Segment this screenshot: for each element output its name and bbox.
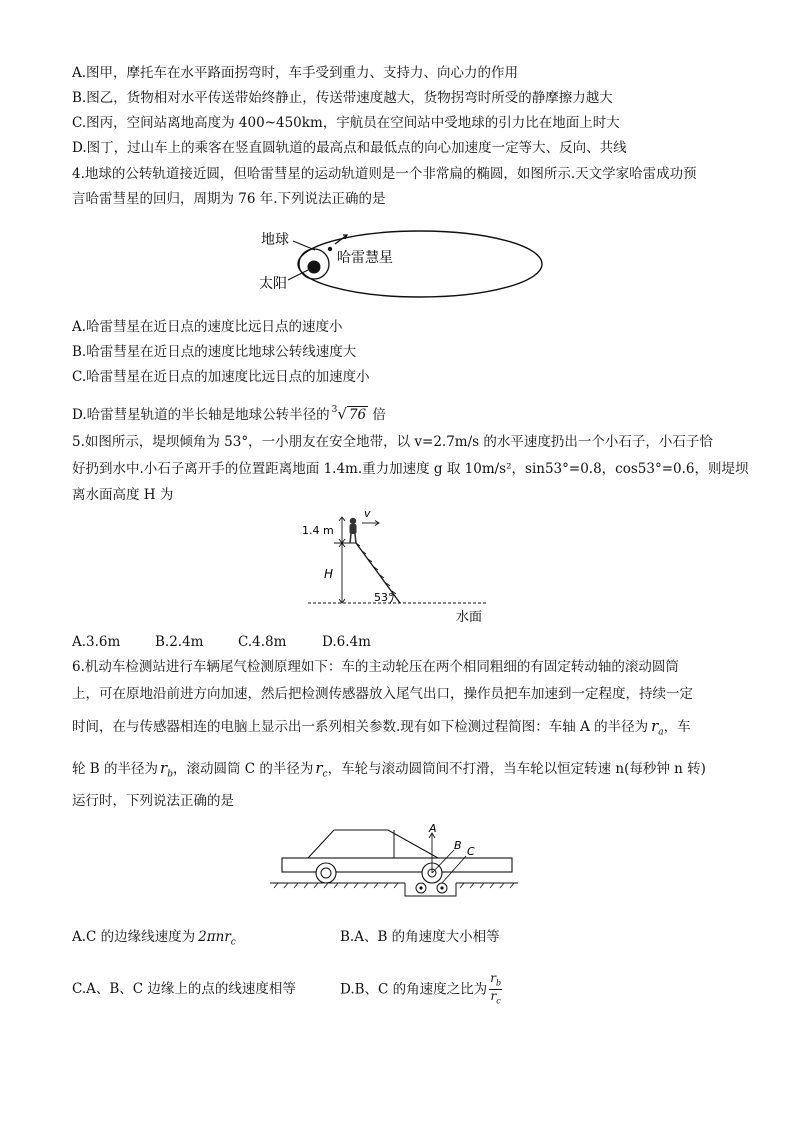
radical-sign: √ (337, 405, 347, 423)
height-H-label: H (324, 567, 334, 581)
ratio-den-var: r (490, 989, 497, 1004)
child-icon (350, 518, 357, 543)
q6-stem-line3-suffix: ，车 (663, 719, 691, 735)
q5-stem-line3: 离水面高度 H 为 (72, 487, 174, 503)
water-label: 水面 (456, 610, 483, 625)
car-body-outline (308, 830, 438, 858)
dam-figure (298, 505, 496, 629)
earth-dot-icon (328, 247, 332, 251)
q6-option-d-text: D.B、C 的角速度之比为 (340, 981, 488, 998)
ratio-den-sub: c (496, 996, 501, 1006)
sun-label: 太阳 (259, 276, 287, 292)
q4-stem-line2: 言哈雷彗星的回归，周期为 76 年.下列说法正确的是 (72, 191, 386, 207)
q5-option-d: D.6.4m (322, 634, 371, 650)
q4-option-c: C.哈雷彗星在近日点的加速度比远日点的加速度小 (72, 369, 370, 385)
rc-var: r (315, 759, 323, 777)
q6-stem-line4 (72, 758, 706, 785)
q4-option-b: B.哈雷彗星在近日点的速度比地球公转线速度大 (72, 344, 357, 360)
q5-stem-line2: 好扔到水中.小石子离开手的位置距离地面 1.4m.重力加速度 g 取 10m/s²，sin53°=0.8，cos53°=0.6，则堤坝 (72, 461, 749, 477)
q5-stem-line1: 5.如图所示，堤坝倾角为 53°，一小朋友在安全地带，以 v=2.7m/s 的水平速度扔出一个小石子，小石子恰 (72, 434, 713, 450)
q6-stem-line1: 6.机动车检测站进行车辆尾气检测原理如下：车的主动轮压在两个相同粗细的有固定转动轴的滚动圆筒 (72, 659, 679, 675)
car-test-figure (270, 822, 520, 898)
q6-stem-line2: 上，可在原地沿前进方向加速，然后把检测传感器放入尾气出口，操作员把车加速到一定程度，持续一定 (72, 686, 693, 702)
roller-C-right-axle (440, 886, 443, 889)
root-value: 76 (348, 407, 367, 423)
rb-var: r (160, 759, 168, 777)
ratio-fraction (489, 972, 502, 1008)
q3-option-d: D.图丁，过山车上的乘客在竖直圆轨道的最高点和最低点的向心加速度一定等大、反向、共线 (72, 140, 627, 156)
q4-stem-line1: 4.地球的公转轨道接近圆，但哈雷彗星的运动轨道则是一个非常扁的椭圆，如图所示.天文学家哈雷成功预 (72, 166, 697, 182)
root-index: 3 (331, 405, 338, 415)
label-B: B (454, 839, 462, 852)
ratio-denominator (489, 990, 502, 1007)
ratio-numerator (489, 972, 502, 990)
q5-option-c: C.4.8m (238, 634, 287, 650)
rc-sub: c (322, 769, 328, 780)
q5-option-b: B.2.4m (155, 634, 204, 650)
q6-option-a-sub: c (230, 937, 236, 948)
ratio-num-var: r (490, 971, 496, 985)
ratio-num-sub: b (495, 978, 502, 988)
q6-option-a-math: 2πnr (198, 929, 231, 945)
sun-icon (308, 261, 321, 274)
q6-stem-line5: 运行时，下列说法正确的是 (72, 793, 234, 809)
ground-hatching (274, 883, 514, 888)
q6-stem-line3-text: 时间，在与传感器相连的电脑上显示出一系列相关参数.现有如下检测过程简图：车轴 A 的半径为 (72, 719, 649, 735)
q6-option-b: B.A、B 的角速度大小相等 (340, 929, 500, 945)
halley-orbit-figure (255, 222, 555, 310)
earth-leader-line (293, 241, 315, 250)
roller-pit (405, 883, 456, 896)
roller-C-left-axle (419, 886, 422, 889)
q6-option-c: C.A、B、C 边缘上的点的线速度相等 (72, 981, 296, 997)
ra-var: r (651, 717, 659, 735)
q4-option-d-suffix: 倍 (372, 407, 386, 423)
angle-label: 53° (374, 591, 394, 604)
earth-label: 地球 (261, 232, 289, 248)
rb-sub: b (167, 769, 173, 780)
q3-option-b: B.图乙，货物相对水平传送带始终静止，传送带速度越大，货物拐弯时所受的静摩擦力越大 (72, 90, 613, 106)
q3-option-a: A.图甲，摩托车在水平路面拐弯时，车手受到重力、支持力、向心力的作用 (72, 65, 519, 81)
height-1-4-label: 1.4 m (302, 524, 334, 537)
q5-option-a: A.3.6m (72, 634, 121, 650)
rear-wheel-icon (316, 863, 336, 883)
q4-option-a: A.哈雷彗星在近日点的速度比远日点的速度小 (72, 319, 343, 335)
q6-stem-line4-suffix: ，车轮与滚动圆筒间不打滑，当车轮以恒定转速 n(每秒钟 n 转) (327, 761, 706, 777)
q6-option-d (340, 972, 502, 1008)
q4-option-d (72, 400, 386, 425)
q3-option-c: C.图丙，空间站离地高度为 400~450km，宇航员在空间站中受地球的引力比在地面上时大 (72, 115, 620, 131)
comet-label: 哈雷慧星 (337, 250, 393, 266)
q6-stem-line3 (72, 716, 691, 743)
velocity-label: v (364, 507, 371, 520)
comet-orbit-ellipse (298, 231, 542, 297)
q6-option-a (72, 927, 236, 953)
q4-option-d-text: D.哈雷彗星轨道的半长轴是地球公转半径的 (72, 407, 330, 423)
label-C: C (467, 845, 475, 858)
q6-stem-line4-text: 轮 B 的半径为 (72, 761, 159, 777)
q6-stem-line4-mid: ，滚动圆筒 C 的半径为 (172, 761, 314, 777)
ra-sub: a (658, 727, 664, 738)
label-A: A (429, 822, 437, 835)
q6-option-a-text: A.C 的边缘线速度为 (72, 929, 196, 945)
